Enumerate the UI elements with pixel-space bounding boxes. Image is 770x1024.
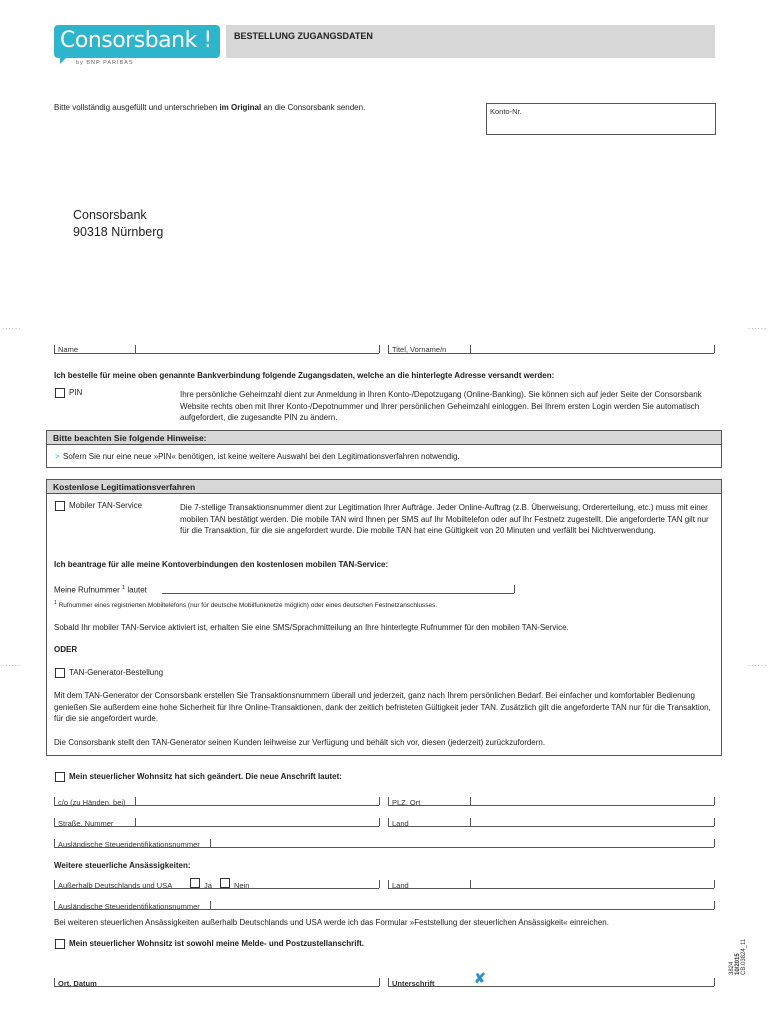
- konto-nr-label: Konto-Nr.: [490, 107, 522, 116]
- mobile-tan-checkbox[interactable]: [55, 501, 65, 511]
- same-address-label: Mein steuerlicher Wohnsitz ist sowohl meine Melde- und Postzustellanschrift.: [69, 939, 365, 948]
- fold-mark-left: ......: [2, 322, 22, 331]
- weitere-steuer-id-label: Ausländische Steueridentifikationsnummer: [58, 902, 200, 911]
- ort-datum-label: Ort, Datum: [58, 979, 97, 988]
- mobile-tan-text: Die 7-stellige Transaktionsnummer dient zur Legitimation Ihrer Aufträge. Jeder Online-Auftrag (z.B. Überweisung, Ordererteilung, etc.) muss mit einer mobilen TAN bestätigt werden. Die mobile TAN wird Ihnen per SMS auf Ihr Mobiltelefon oder auf Ihr Festnetz zugestellt. Die angeforderte TAN gilt nur für die Transaktion, für die sie angefordert wurde. Die mobile TAN hat eine Gültigkeit von 20 Minuten und verfällt bei Nichtverwendung.: [180, 503, 709, 535]
- recipient-address: [73, 207, 163, 241]
- tan-generator-checkbox[interactable]: [55, 668, 65, 678]
- weitere-heading: Weitere steuerliche Ansässigkeiten:: [54, 861, 191, 870]
- form-code-3: CB.03824_11: [741, 938, 747, 975]
- ausserhalb-label: Außerhalb Deutschlands und USA: [58, 881, 173, 890]
- address-line-1: Consorsbank: [73, 208, 147, 222]
- pin-label: PIN: [69, 388, 83, 397]
- form-code-2: 10/2015: [735, 953, 741, 975]
- weitere-note: Bei weiteren steuerlichen Ansässigkeiten außerhalb Deutschlands und USA werde ich das Formular »Feststellung der steuerlichen Ansässigkeit« einreichen.: [54, 918, 609, 927]
- form-code: [729, 939, 747, 975]
- form-code-1: 3824: [729, 961, 735, 975]
- steuer-id-label: Ausländische Steueridentifikationsnummer: [58, 840, 200, 849]
- hinweise-text: Sofern Sie nur eine neue »PIN« benötigen, ist keine weitere Auswahl bei den Legitimationsverfahren notwendig.: [63, 452, 460, 461]
- hinweise-heading: Bitte beachten Sie folgende Hinweise:: [46, 430, 722, 445]
- konto-nr-field[interactable]: [486, 103, 716, 135]
- mobile-tan-label: Mobiler TAN-Service: [69, 501, 143, 510]
- wohnsitz-checkbox[interactable]: [55, 772, 65, 782]
- pin-checkbox[interactable]: [55, 388, 65, 398]
- co-label: c/o (zu Händen, bei): [58, 798, 126, 807]
- intro-before: Bitte vollständig ausgefüllt und unterschrieben: [54, 103, 220, 112]
- intro-bold: im Original: [219, 103, 262, 112]
- beantrage-heading: Ich beantrage für alle meine Kontoverbindungen den kostenlosen mobilen TAN-Service:: [54, 560, 389, 569]
- fold-mark-right-2: ......: [748, 659, 768, 668]
- name-label: Name: [58, 345, 79, 354]
- wohnsitz-heading: Mein steuerlicher Wohnsitz hat sich geändert. Die neue Anschrift lautet:: [69, 772, 342, 781]
- tan-generator-label: TAN-Generator-Bestellung: [69, 668, 164, 677]
- consorsbank-logo: [54, 25, 220, 58]
- nein-checkbox[interactable]: [220, 878, 230, 888]
- ja-label: Ja: [204, 881, 212, 890]
- signature-mark-icon: ✘: [474, 970, 486, 986]
- legitimation-heading: Kostenlose Legitimationsverfahren: [46, 479, 722, 494]
- leihweise-text: Die Consorsbank stellt den TAN-Generator seinen Kunden leihweise zur Verfügung und behält sich vor, diesen (jederzeit) zurückzufordern.: [54, 738, 546, 747]
- pin-text: Ihre persönliche Geheimzahl dient zur Anmeldung in Ihren Konto-/Depotzugang (Online-Banking). Sie können sich auf jeder Seite der Consorsbank Website rechts oben mit Ihrer Konto-/Depotnummer und Ihrer persönlichen Geheimzahl einloggen. Bei Ihrem ersten Login werden Sie automatisch aufgefordert, die zugesandte PIN zu ändern.: [180, 390, 702, 422]
- ja-checkbox[interactable]: [190, 878, 200, 888]
- weitere-land-label: Land: [392, 881, 409, 890]
- address-line-2: 90318 Nürnberg: [73, 225, 164, 239]
- intro-after: an die Consorsbank senden.: [261, 103, 366, 112]
- nein-label: Nein: [234, 881, 250, 890]
- rufnummer-label: Meine Rufnummer $^1$ lautet: [54, 585, 147, 595]
- title-bar: [226, 25, 715, 58]
- logo-subtitle: by BNP PARIBAS: [76, 60, 134, 66]
- fold-mark-right: ......: [748, 322, 768, 331]
- oder-label: ODER: [54, 645, 78, 654]
- same-address-checkbox[interactable]: [55, 939, 65, 949]
- land-label: Land: [392, 819, 409, 828]
- logo-text: Consorsbank !: [60, 28, 212, 53]
- unterschrift-label: Unterschrift: [392, 979, 435, 988]
- fold-mark-left-2: ......: [2, 659, 22, 668]
- sobald-text: Sobald Ihr mobiler TAN-Service aktiviert ist, erhalten Sie eine SMS/Sprachmitteilung an Ihre hinterlegte Rufnummer für den mobilen TAN-Service.: [54, 623, 569, 632]
- form-title: BESTELLUNG ZUGANGSDATEN: [234, 31, 373, 41]
- rufnummer-footnote: $^1$ Rufnummer eines registrierten Mobiltelefons (nur für deutsche Mobilfunknetze möglich) oder eines deutschen Festnetzanschlusses.: [54, 600, 438, 610]
- titel-label: Titel, Vorname/n: [392, 345, 447, 354]
- order-heading: Ich bestelle für meine oben genannte Bankverbindung folgende Zugangsdaten, welche an die hinterlegte Adresse versandt werden:: [54, 371, 555, 380]
- tan-generator-text: Mit dem TAN-Generator der Consorsbank erstellen Sie Transaktionsnummern überall und jederzeit, ganz nach Ihrem persönlichen Bedarf. Bei einfacher und komfortabler Bedienung genießen Sie außerdem eine hohe Sicherheit für Ihre Online-Transaktionen, dank der zeitlich befristeten Gültigkeit jeder TAN. Zusätzlich gilt die angeforderte TAN nur für die Transaktion, für die sie angefordert wurde.: [54, 691, 711, 723]
- intro-text: [54, 102, 365, 114]
- plz-label: PLZ, Ort: [392, 798, 421, 807]
- hinweise-box: [46, 444, 722, 468]
- strasse-label: Straße, Nummer: [58, 819, 114, 828]
- logo-tail-shape: [60, 58, 66, 64]
- hinweise-marker: >: [55, 452, 60, 461]
